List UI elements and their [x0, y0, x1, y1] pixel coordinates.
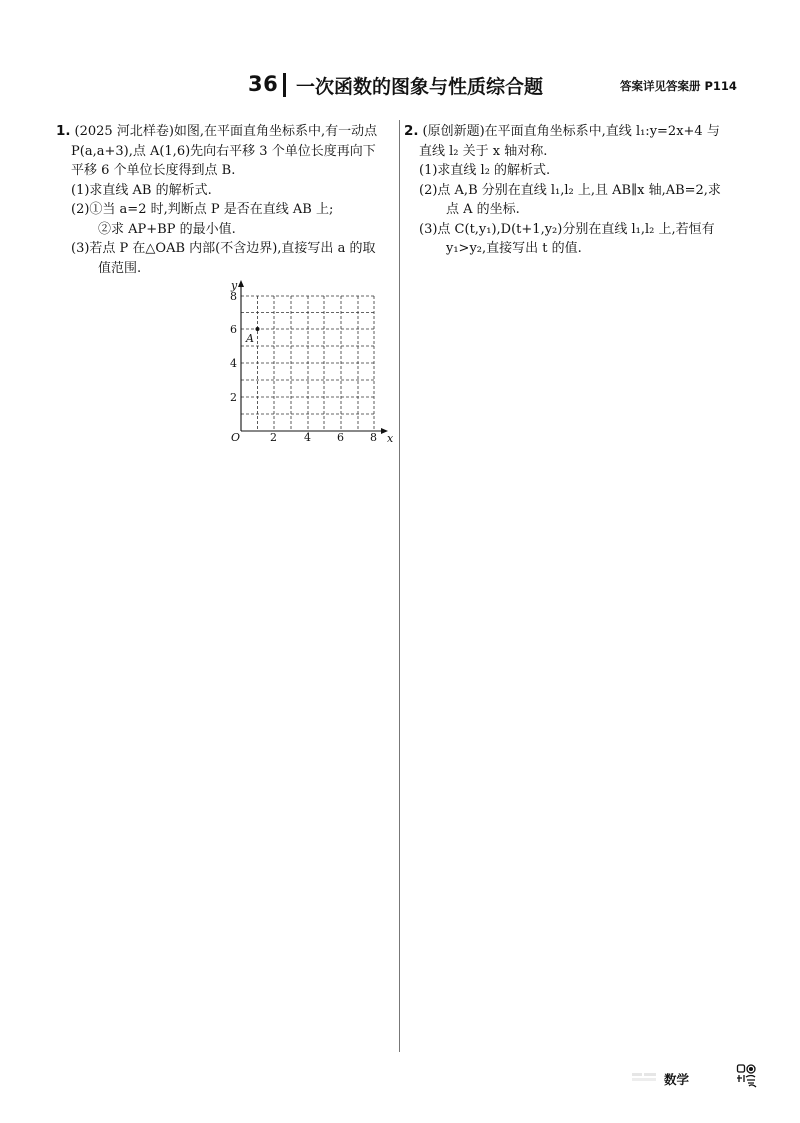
q1-part-1: (1)求直线 AB 的解析式. [71, 182, 212, 198]
q2-line-1 [404, 122, 754, 142]
q1-number: 1. [56, 123, 71, 139]
q2-number: 2. [404, 123, 419, 139]
point-a-label: A [246, 332, 254, 345]
question-1 [56, 122, 394, 278]
q1-part-2b: ②求 AP+BP 的最小值. [98, 221, 236, 237]
x-tick-8: 8 [370, 431, 377, 444]
q2-part-2-cont: 点 A 的坐标. [446, 202, 520, 217]
y-axis-arrow [238, 280, 244, 287]
footer-subject: 数学 [664, 1072, 690, 1087]
q2-text-1: (原创新题)在平面直角坐标系中,直线 l₁:y=2x+4 与 [422, 124, 720, 139]
question-2 [404, 122, 754, 259]
x-tick-6: 6 [337, 431, 344, 444]
page-title: 一次函数的图象与性质综合题 [296, 76, 544, 98]
q2-part-2: (2)点 A,B 分别在直线 l₁,l₂ 上,且 AB∥x 轴,AB=2,求 [419, 182, 721, 198]
q1-line-2: P(a,a+3),点 A(1,6)先向右平移 3 个单位长度再向下 [71, 143, 376, 159]
coordinate-grid [224, 280, 396, 446]
point-a [256, 327, 260, 331]
brand-logo-icon [736, 1062, 758, 1088]
q2-part-1: (1)求直线 l₂ 的解析式. [419, 163, 551, 178]
q1-line-3: 平移 6 个单位长度得到点 B. [71, 163, 236, 178]
x-tick-2: 2 [270, 431, 277, 444]
y-tick-4: 4 [230, 357, 237, 370]
footer-faint-mark [632, 1072, 658, 1082]
x-axis-label: x [387, 432, 394, 445]
q1-part-3-cont: 值范围. [98, 260, 142, 276]
y-tick-8: 8 [230, 290, 237, 303]
q2-part-3-cont: y₁>y₂,直接写出 t 的值. [446, 241, 582, 256]
answer-reference: 答案详见答案册 P114 [620, 79, 737, 93]
grid-lines [241, 296, 374, 430]
q1-line-1 [56, 122, 394, 142]
q2-line-2: 直线 l₂ 关于 x 轴对称. [419, 143, 548, 159]
axes [241, 284, 384, 431]
y-tick-2: 2 [230, 391, 237, 404]
origin-label: O [231, 431, 241, 444]
column-divider [399, 120, 400, 1052]
page-header [0, 66, 800, 106]
y-tick-6: 6 [230, 323, 237, 336]
x-tick-4: 4 [304, 431, 311, 444]
title-separator-bar [283, 73, 286, 97]
y-axis-label: y [231, 280, 238, 292]
q1-text-1: (2025 河北样卷)如图,在平面直角坐标系中,有一动点 [74, 124, 378, 139]
q1-part-2a: (2)①当 a=2 时,判断点 P 是否在直线 AB 上; [71, 202, 334, 217]
section-number: 36 [248, 72, 279, 96]
q2-part-3: (3)点 C(t,y₁),D(t+1,y₂)分别在直线 l₁,l₂ 上,若恒有 [419, 221, 715, 237]
q1-part-3: (3)若点 P 在△OAB 内部(不含边界),直接写出 a 的取 [71, 241, 376, 256]
